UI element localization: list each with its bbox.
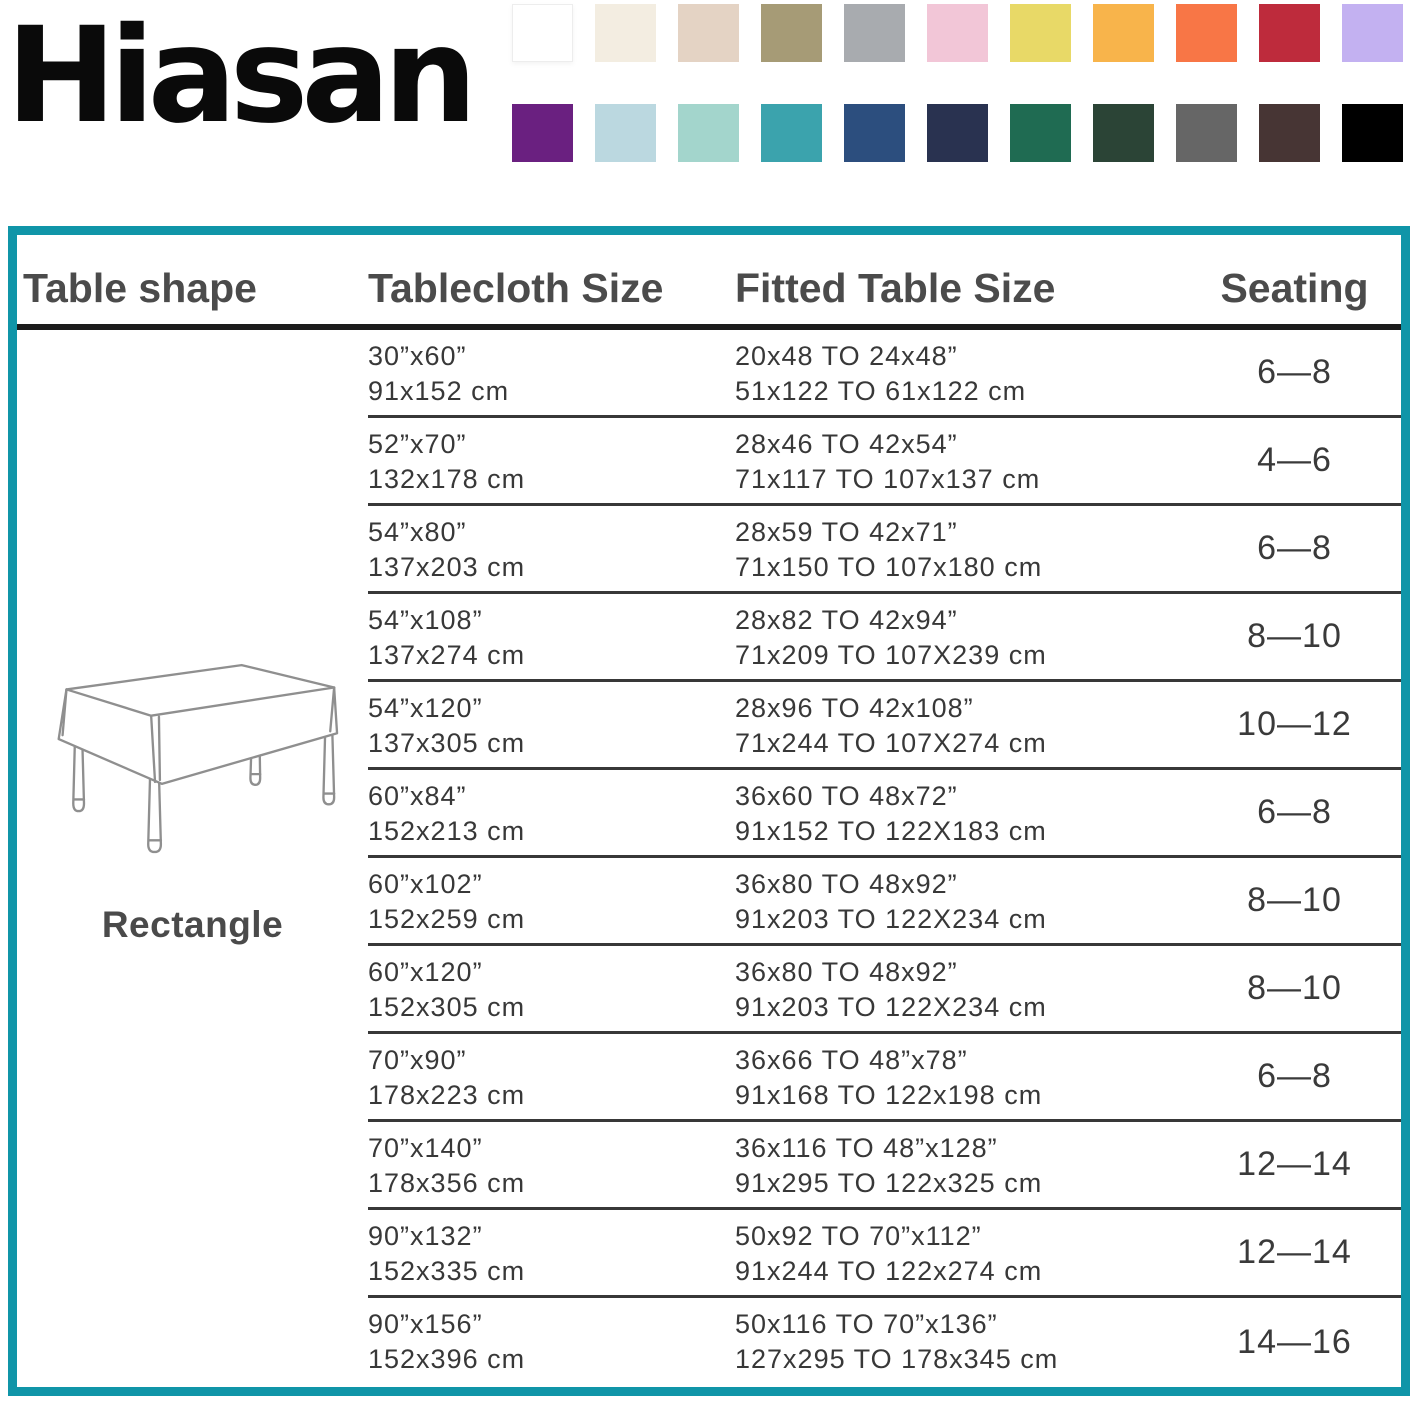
tablecloth-size-cell: [368, 682, 735, 767]
tablecloth-size-inches: 70”x90”: [368, 1045, 467, 1075]
size-row-1: [368, 330, 1401, 418]
size-row-8: [368, 946, 1401, 1034]
color-swatch-silver-gray: [844, 4, 905, 62]
tablecloth-size-cm: 132x178 cm: [368, 464, 526, 494]
table-shape-column: [17, 330, 368, 1386]
fitted-size-cm: 127x295 TO 178x345 cm: [735, 1344, 1059, 1374]
fitted-size-cm: 71x244 TO 107X274 cm: [735, 728, 1047, 758]
tablecloth-size-cm: 152x335 cm: [368, 1256, 526, 1286]
size-row-10: [368, 1122, 1401, 1210]
fitted-size-cell: [735, 770, 1188, 855]
fitted-size-cell: [735, 506, 1188, 591]
color-swatch-pink: [927, 4, 988, 62]
color-swatch-amber: [1093, 4, 1154, 62]
color-swatch-black: [1342, 104, 1403, 162]
fitted-size-cm: 91x295 TO 122x325 cm: [735, 1168, 1043, 1198]
header-seating: Seating: [1220, 265, 1369, 311]
size-chart-table: [8, 226, 1410, 1396]
tablecloth-size-inches: 60”x84”: [368, 781, 467, 811]
color-swatch-yellow: [1010, 4, 1071, 62]
fitted-size-inches: 28x59 TO 42x71”: [735, 517, 958, 547]
seating-value: 6—8: [1257, 529, 1332, 567]
tablecloth-size-cm: 152x305 cm: [368, 992, 526, 1022]
color-swatch-red: [1259, 4, 1320, 62]
tablecloth-size-cell: [368, 418, 735, 503]
fitted-size-cm: 51x122 TO 61x122 cm: [735, 376, 1027, 406]
size-row-11: [368, 1210, 1401, 1298]
color-swatch-white: [512, 4, 573, 62]
color-swatch-orange: [1176, 4, 1237, 62]
brand-logo: Hiasan: [6, 0, 471, 153]
seating-value: 8—10: [1247, 969, 1342, 1007]
fitted-size-inches: 28x82 TO 42x94”: [735, 605, 958, 635]
tablecloth-size-cm: 152x396 cm: [368, 1344, 526, 1374]
tablecloth-size-inches: 90”x132”: [368, 1221, 483, 1251]
tablecloth-size-inches: 30”x60”: [368, 341, 467, 371]
size-row-9: [368, 1034, 1401, 1122]
fitted-size-inches: 36x116 TO 48”x128”: [735, 1133, 998, 1163]
tablecloth-size-cell: [368, 1122, 735, 1207]
tablecloth-size-cm: 152x213 cm: [368, 816, 526, 846]
color-swatch-teal: [761, 104, 822, 162]
seating-value: 6—8: [1257, 353, 1332, 391]
tablecloth-size-inches: 54”x108”: [368, 605, 483, 635]
color-swatch-dark-brown: [1259, 104, 1320, 162]
size-row-3: [368, 506, 1401, 594]
tablecloth-size-cell: [368, 330, 735, 415]
tablecloth-size-cm: 137x203 cm: [368, 552, 526, 582]
size-row-7: [368, 858, 1401, 946]
color-swatch-purple: [512, 104, 573, 162]
tablecloth-size-cm: 178x223 cm: [368, 1080, 526, 1110]
fitted-size-cm: 91x203 TO 122X234 cm: [735, 992, 1047, 1022]
color-swatch-grid: [512, 4, 1403, 162]
seating-value: 14—16: [1237, 1322, 1352, 1361]
tablecloth-size-cell: [368, 1210, 735, 1295]
fitted-size-inches: 36x66 TO 48”x78”: [735, 1045, 968, 1075]
tablecloth-size-inches: 60”x102”: [368, 869, 483, 899]
tablecloth-size-cell: [368, 506, 735, 591]
color-swatch-khaki: [761, 4, 822, 62]
tablecloth-size-inches: 90”x156”: [368, 1309, 483, 1339]
fitted-size-cm: 91x244 TO 122x274 cm: [735, 1256, 1043, 1286]
color-swatch-steel-blue: [844, 104, 905, 162]
fitted-size-cell: [735, 1298, 1188, 1386]
color-swatch-beige: [678, 4, 739, 62]
tablecloth-size-inches: 52”x70”: [368, 429, 467, 459]
seating-value: 12—14: [1237, 1145, 1352, 1183]
tablecloth-size-cm: 137x305 cm: [368, 728, 526, 758]
tablecloth-size-inches: 54”x120”: [368, 693, 483, 723]
size-row-2: [368, 418, 1401, 506]
color-swatch-lavender: [1342, 4, 1403, 62]
header-tablecloth-size: Tablecloth Size: [368, 265, 664, 311]
size-row-4: [368, 594, 1401, 682]
color-swatch-aqua: [678, 104, 739, 162]
seating-value: 12—14: [1237, 1233, 1352, 1271]
fitted-size-cm: 91x203 TO 122X234 cm: [735, 904, 1047, 934]
fitted-size-cm: 91x168 TO 122x198 cm: [735, 1080, 1043, 1110]
tablecloth-size-cell: [368, 1298, 735, 1386]
fitted-size-inches: 28x96 TO 42x108”: [735, 693, 974, 723]
tablecloth-size-cell: [368, 594, 735, 679]
color-swatch-light-blue: [595, 104, 656, 162]
fitted-size-cm: 71x117 TO 107x137 cm: [735, 464, 1041, 494]
seating-value: 10—12: [1237, 705, 1352, 743]
fitted-size-cell: [735, 858, 1188, 943]
header-fitted-size: Fitted Table Size: [735, 265, 1056, 311]
fitted-size-cell: [735, 1122, 1188, 1207]
fitted-size-inches: 50x92 TO 70”x112”: [735, 1221, 982, 1251]
tablecloth-size-inches: 70”x140”: [368, 1133, 483, 1163]
tablecloth-size-cell: [368, 946, 735, 1031]
color-swatch-emerald-green: [1010, 104, 1071, 162]
fitted-size-cell: [735, 418, 1188, 503]
size-row-12: [368, 1298, 1401, 1386]
fitted-size-cell: [735, 682, 1188, 767]
fitted-size-cell: [735, 1034, 1188, 1119]
seating-value: 6—8: [1257, 1057, 1332, 1095]
shape-label: Rectangle: [101, 904, 284, 945]
rectangle-table-icon: [47, 654, 339, 866]
seating-value: 8—10: [1247, 881, 1342, 919]
header-table-shape: Table shape: [23, 265, 257, 311]
color-swatch-navy: [927, 104, 988, 162]
tablecloth-size-cm: 91x152 cm: [368, 376, 510, 406]
fitted-size-inches: 36x60 TO 48x72”: [735, 781, 958, 811]
fitted-size-inches: 36x80 TO 48x92”: [735, 869, 958, 899]
tablecloth-size-cell: [368, 1034, 735, 1119]
fitted-size-inches: 20x48 TO 24x48”: [735, 341, 958, 371]
tablecloth-size-cell: [368, 858, 735, 943]
fitted-size-cell: [735, 330, 1188, 415]
tablecloth-size-inches: 60”x120”: [368, 957, 483, 987]
seating-value: 6—8: [1257, 793, 1332, 831]
seating-value: 8—10: [1247, 617, 1342, 655]
tablecloth-size-cell: [368, 770, 735, 855]
color-swatch-dark-green: [1093, 104, 1154, 162]
fitted-size-cm: 71x150 TO 107x180 cm: [735, 552, 1043, 582]
fitted-size-inches: 28x46 TO 42x54”: [735, 429, 958, 459]
tablecloth-size-inches: 54”x80”: [368, 517, 467, 547]
color-swatch-dark-gray: [1176, 104, 1237, 162]
fitted-size-cell: [735, 594, 1188, 679]
tablecloth-size-cm: 137x274 cm: [368, 640, 526, 670]
fitted-size-cm: 91x152 TO 122X183 cm: [735, 816, 1047, 846]
fitted-size-inches: 36x80 TO 48x92”: [735, 957, 958, 987]
fitted-size-cell: [735, 1210, 1188, 1295]
fitted-size-cell: [735, 946, 1188, 1031]
seating-value: 4—6: [1257, 441, 1332, 479]
color-swatch-ivory: [595, 4, 656, 62]
tablecloth-size-cm: 178x356 cm: [368, 1168, 526, 1198]
size-chart-header-row: [17, 235, 1401, 330]
size-row-6: [368, 770, 1401, 858]
fitted-size-cm: 71x209 TO 107X239 cm: [735, 640, 1047, 670]
tablecloth-size-cm: 152x259 cm: [368, 904, 526, 934]
size-rows: [368, 330, 1401, 1386]
fitted-size-inches: 50x116 TO 70”x136”: [735, 1309, 998, 1339]
size-row-5: [368, 682, 1401, 770]
